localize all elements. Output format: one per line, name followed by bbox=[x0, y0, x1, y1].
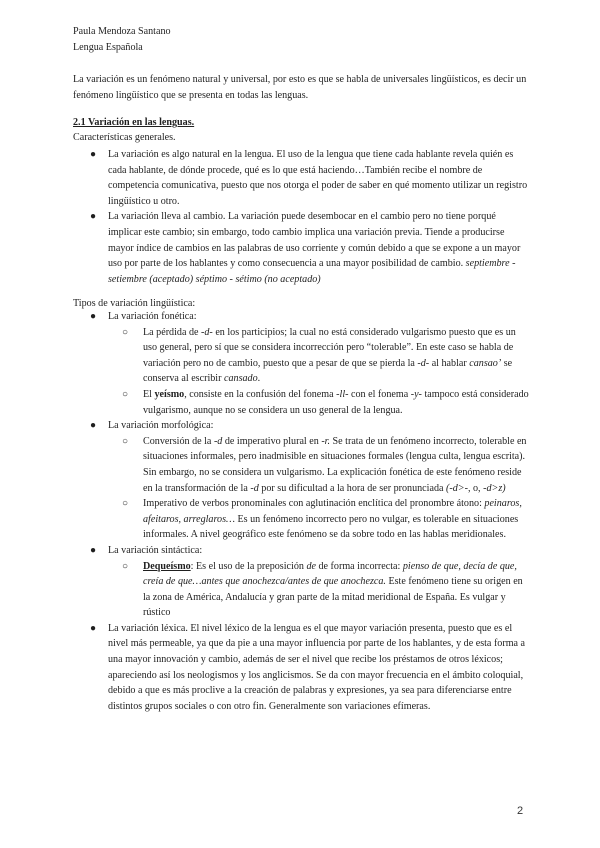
text-run: -ll- bbox=[336, 388, 349, 400]
text-run: -d>z) bbox=[483, 482, 506, 494]
text-run: Conversión de la bbox=[143, 435, 214, 447]
subject-name: Lengua Española bbox=[73, 41, 143, 53]
document-header bbox=[73, 24, 531, 55]
type-label: La variación sintáctica: bbox=[108, 544, 203, 556]
type-label: La variación fonética: bbox=[108, 311, 197, 322]
author-name: Paula Mendoza Santano bbox=[73, 26, 171, 37]
text-run: Imperativo de verbos pronominales con aglutinación enclítica del pronombre átono: bbox=[143, 498, 485, 510]
text-run: pienso de que, decía de que, creía de que…antes que anochezca/antes de que anochezca. bbox=[143, 560, 517, 588]
circle-bullet-icon: ○ bbox=[122, 326, 129, 338]
list-item-lexica bbox=[73, 621, 531, 715]
text-run: Dequeísmo bbox=[143, 560, 191, 572]
text-run: (-d>-, bbox=[446, 482, 471, 494]
text-run: : Es el uso de la preposición bbox=[190, 560, 307, 572]
section-subtitle: Características generales. bbox=[73, 132, 176, 143]
sublist-item bbox=[108, 387, 531, 418]
text-run: , consiste en la confusión del fonema bbox=[184, 388, 337, 400]
text-run: se conserva al escribir bbox=[143, 357, 513, 385]
list-item-text: La variación lleva al cambio. La variación puede desembocar en el cambio pero no tiene porqué implicar este cambio; sin embargo, todo cambio implica una variación previa. Tiende a producirse mayor índice de cambios en las palabras de uso corriente y común debido a que se expone a un mayor uso por parte de los hablantes y como consecuencia a una mayor posibilidad de cambio. bbox=[108, 211, 521, 270]
bullet-icon: ● bbox=[90, 211, 97, 223]
circle-bullet-icon: ○ bbox=[122, 435, 129, 447]
text-run: de bbox=[306, 560, 316, 572]
sublist bbox=[108, 434, 531, 543]
text-run: cansao’ bbox=[469, 357, 502, 369]
text-run: cansado bbox=[224, 373, 258, 385]
list-item-text: La variación es algo natural en la lengua. El uso de la lengua que tiene cada hablante revela quién es cada hablante, de dónde procede, qué es lo que está haciendo…También recibe el nombre de competencia comunicativa, puesto que nos otorga el poder de saber en qué momento utilizar un registro lingüístico u otro. bbox=[108, 149, 528, 207]
text-run: -d bbox=[250, 482, 259, 494]
text-run: de forma incorrecta: bbox=[315, 560, 403, 572]
text-run: . bbox=[257, 373, 261, 385]
list-item-example: septiembre - setiembre (aceptado) séptimo - sétimo (no aceptado) bbox=[108, 258, 516, 285]
sublist-item bbox=[108, 434, 531, 496]
circle-bullet-icon: ○ bbox=[122, 560, 129, 572]
text-run: en los participios; la cual no está considerado vulgarismo puesto que es un uso general, pero sí que se considera incorrección pero “tolerable”. En este caso se habla de variación pero no de cambio, puesto que a pesar de que se pierda la bbox=[143, 326, 516, 369]
type-label: La variación morfológica: bbox=[108, 420, 214, 432]
text-run: La pérdida de bbox=[143, 326, 202, 338]
types-title: Tipos de variación lingüística: bbox=[73, 298, 196, 309]
text-run: al hablar bbox=[429, 357, 470, 369]
types-list bbox=[73, 309, 531, 714]
text-run: -r. bbox=[321, 435, 331, 447]
sublist bbox=[108, 325, 531, 419]
sublist bbox=[108, 559, 531, 621]
list-item bbox=[73, 147, 531, 209]
text-run: tampoco está considerado vulgarismo, aunque no se considera un uso general de la lengua. bbox=[143, 388, 529, 416]
bullet-icon: ● bbox=[90, 311, 97, 322]
bullet-icon: ● bbox=[90, 149, 97, 160]
text-run: o, bbox=[470, 482, 484, 494]
bullet-icon: ● bbox=[90, 622, 97, 634]
circle-bullet-icon: ○ bbox=[122, 498, 129, 510]
text-run: peinaros, afeitaros, arreglaros… bbox=[143, 498, 522, 525]
text-run: El bbox=[143, 388, 155, 400]
intro-paragraph: La variación es un fenómeno natural y universal, por esto es que se habla de universales lingüísticos, es decir un fenómeno lingüístico que se presenta en todas las lenguas. bbox=[73, 74, 527, 101]
text-run: Se trata de un fenómeno incorrecto, tolerable en situaciones informales, pero inadmisible en situaciones formales (lengua culta, lengua escrita). Sin embargo, no se considera un vulgarismo. La explicación fonética de este fenómeno reside en la transformación de la bbox=[143, 435, 527, 494]
list-item-sintactica bbox=[73, 543, 531, 621]
sublist-item bbox=[108, 496, 531, 543]
list-item-morfologica bbox=[73, 418, 531, 543]
sublist-item bbox=[108, 559, 531, 621]
list-item bbox=[73, 209, 531, 287]
characteristics-list bbox=[73, 147, 531, 287]
text-run: yeísmo bbox=[154, 388, 185, 400]
page-number: 2 bbox=[517, 805, 524, 817]
bullet-icon: ● bbox=[90, 544, 97, 556]
list-item-fonetica bbox=[73, 309, 531, 418]
sublist-item bbox=[108, 325, 531, 387]
text-run: por su dificultad a la hora de ser pronunciada bbox=[258, 482, 446, 494]
text-run: con el fonema bbox=[348, 388, 411, 400]
text-run: Es un fenómeno incorrecto pero no vulgar, es tolerable en situaciones informales. A nivel geográfico este fenómeno se da sobre todo en las hablas meridionales. bbox=[143, 513, 519, 541]
text-run: Este fenómeno tiene su origen en la zona de América, Andalucía y gran parte de la mitad meridional de España. Es vulgar y rústico bbox=[143, 576, 523, 619]
text-run: -d- bbox=[201, 326, 213, 338]
text-run: -d- bbox=[417, 357, 430, 369]
circle-bullet-icon: ○ bbox=[122, 388, 129, 400]
bullet-icon: ● bbox=[90, 420, 97, 432]
text-run: -y- bbox=[410, 388, 422, 400]
text-run: -d bbox=[213, 435, 223, 447]
section-title: 2.1 Variación en las lenguas. bbox=[73, 117, 195, 128]
list-item-text: La variación léxica. El nivel léxico de la lengua es el que mayor variación presenta, puesto que es el nivel más permeable, ya que da pie a una mayor influencia por parte de los hablantes, y de esta forma a una mayor innovación y cambio, además de ser el nivel que recibe los préstamos de otros léxicos; apareciendo así los neologismos y los anglicismos. Se da con mayor frecuencia en el ámbito coloquial, debido a que es más proclive a la creación de palabras y expresiones, ya sea para diferenciarse entre distintos grupos sociales o con otro fin. Generalmente son variaciones efímeras. bbox=[108, 622, 526, 712]
text-run: de imperativo plural en bbox=[222, 435, 322, 447]
